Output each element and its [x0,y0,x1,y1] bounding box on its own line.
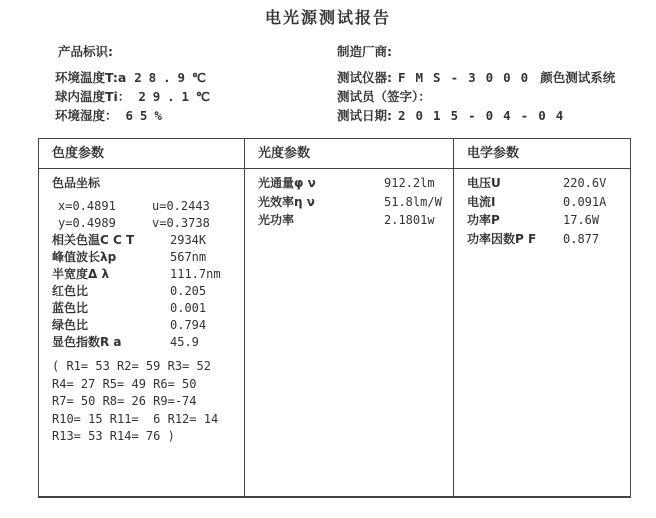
power-factor-value: 0.877 [563,231,600,246]
report-title: 电光源测试报告 [264,8,391,27]
red-ratio-value: 0.205 [170,284,207,298]
peak-wavelength-value: 567nm [170,250,207,264]
humidity-label: 环境湿度： [55,108,118,123]
photometric-header: 光度参数 [245,139,453,169]
instrument-line [337,68,615,87]
power-row [454,211,630,230]
photometric-body [245,169,453,230]
power-factor-row [454,230,630,249]
green-ratio-row [39,317,244,334]
humidity-line [55,106,217,125]
chromaticity-column [39,139,245,496]
environment-info [55,68,217,125]
coord-x: x=0.4891 [58,199,116,213]
cct-value: 2934K [170,233,207,247]
cri-line: R4= 27 R5= 49 R6= 50 [52,376,197,391]
cri-ra-row [39,334,244,351]
optical-power-value: 2.1801w [384,213,435,227]
instrument-model: FMS-3000 [398,70,539,85]
sphere-temp-line [55,87,217,106]
power-label: 功率P [467,213,500,227]
cct-label: 相关色温C C T [52,233,135,247]
coord-row-yv [39,215,244,232]
tester-line [337,87,615,106]
voltage-value: 220.6V [563,176,607,190]
half-width-label: 半宽度Δ λ [52,267,110,281]
green-ratio-value: 0.794 [170,318,207,332]
cri-line: R7= 50 R8= 26 R9=-74 [52,394,197,408]
coord-v: v=0.3738 [152,216,210,230]
cri-ra-value: 45.9 [170,335,199,349]
current-value: 0.091A [563,194,607,209]
cri-line: R10= 15 R11= 6 R12= 14 [52,411,219,426]
blue-ratio-row [39,300,244,317]
chromaticity-body [39,169,244,446]
voltage-row [454,174,630,193]
luminous-efficacy-row [245,193,453,212]
half-width-row [39,266,244,283]
luminous-flux-row [245,174,453,193]
instrument-label: 测试仪器: [337,70,392,85]
chromaticity-header: 色度参数 [39,139,244,169]
tester-label: 测试员（签字）： [337,89,431,104]
parameters-table [38,138,631,498]
manufacturer-label: 制造厂商: [337,44,392,59]
coord-u: u=0.2443 [152,199,210,213]
test-date-label: 测试日期: [337,108,392,123]
coord-y: y=0.4989 [58,216,116,230]
power-factor-label: 功率因数P F [467,231,537,246]
ambient-temp-value: 28.9℃ [134,70,213,85]
red-ratio-row [39,283,244,300]
luminous-flux-label: 光通量φ ν [258,176,316,190]
electrical-header: 电学参数 [454,139,630,169]
optical-power-row [245,211,453,230]
test-date-line [337,106,615,125]
current-row [454,193,630,212]
voltage-label: 电压U [467,176,501,190]
cri-ra-label: 显色指数R a [52,335,122,349]
sphere-temp-value: 29.1℃ [138,89,217,104]
ambient-temp-line [55,68,217,87]
cri-values-block [39,358,244,446]
instrument-suffix: 颜色测试系统 [540,70,616,85]
cct-row [39,232,244,249]
electrical-body [454,169,630,248]
half-width-value: 111.7nm [170,267,221,281]
green-ratio-label: 绿色比 [52,318,89,332]
luminous-efficacy-label: 光效率η ν [258,194,315,209]
product-id-label: 产品标识: [58,44,113,59]
coord-row-xu [39,198,244,215]
red-ratio-label: 红色比 [52,284,89,298]
peak-wavelength-row [39,249,244,266]
current-label: 电流I [467,194,496,209]
cri-line: ( R1= 53 R2= 59 R3= 52 [52,359,211,373]
chromaticity-coords-title: 色品坐标 [52,176,101,190]
ambient-temp-label: 环境温度T:a [55,70,127,85]
blue-ratio-label: 蓝色比 [52,301,89,315]
test-date-value: 2015-04-04 [398,108,574,123]
power-value: 17.6W [563,213,600,227]
optical-power-label: 光功率 [258,213,295,227]
luminous-flux-value: 912.2lm [384,176,435,190]
peak-wavelength-label: 峰值波长λp [52,250,117,264]
photometric-column [245,139,454,496]
humidity-value: 65% [125,108,169,123]
cri-line: R13= 53 R14= 76 ) [52,429,175,443]
electrical-column [454,139,630,496]
luminous-efficacy-value: 51.8lm/W [384,194,442,209]
sphere-temp-label: 球内温度Ti： [55,89,131,104]
test-info [337,68,615,125]
blue-ratio-value: 0.001 [170,301,207,315]
